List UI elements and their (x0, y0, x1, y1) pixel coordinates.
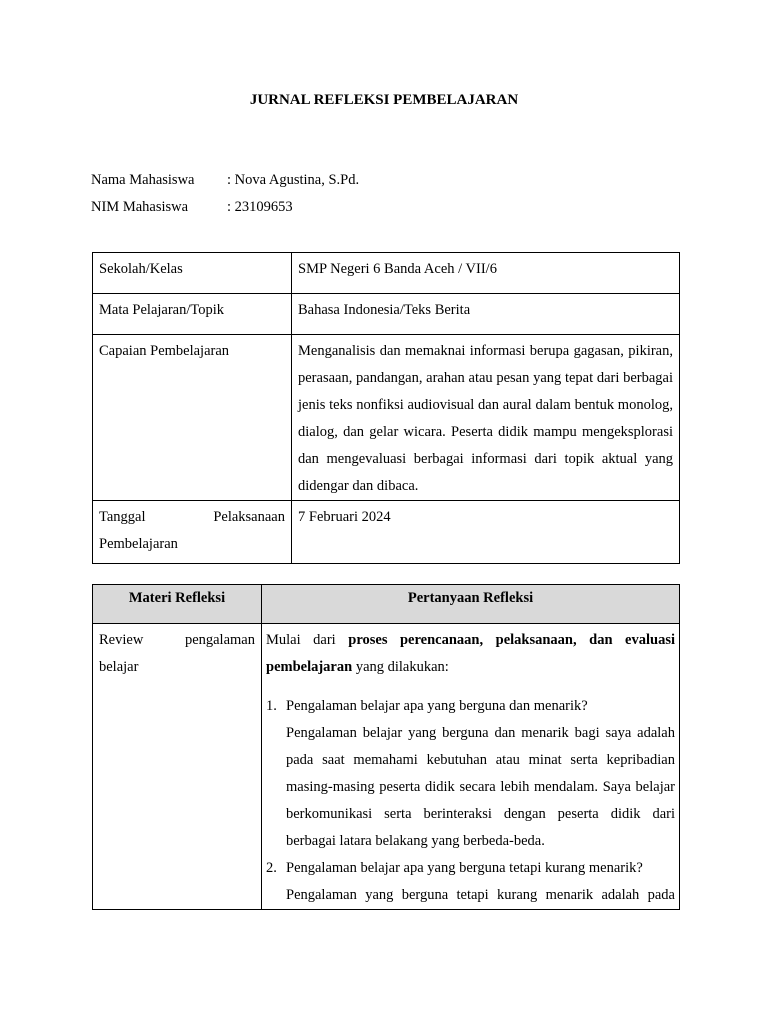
student-name-row (91, 172, 359, 189)
subject-value: Bahasa Indonesia/Teks Berita (292, 294, 680, 335)
table-row (93, 253, 680, 294)
answer-text: Pengalaman belajar yang berguna dan menarik bagi saya adalah pada saat memahami kebutuhan atau minat serta kepribadian masing-masing peserta didik secara lebih mendalam. Saya belajar berkomunikasi serta berinteraksi dengan peserta didik dari berbagai latara belakang yang berbeda-beda. (286, 725, 675, 849)
header-material: Materi Refleksi (93, 585, 262, 624)
header-question: Pertanyaan Refleksi (262, 585, 680, 624)
item-number: 2. (266, 860, 277, 876)
subject-label: Mata Pelajaran/Topik (93, 294, 292, 335)
date-label-word-2: Pelaksanaan (213, 509, 285, 525)
material-cell (93, 624, 262, 910)
intro-paragraph: Mulai dari proses perencanaan, pelaksanaan, dan evaluasi pembelajaran yang dilakukan: (266, 632, 676, 675)
date-label-word-3: Pembelajaran (99, 536, 178, 552)
school-value: SMP Negeri 6 Banda Aceh / VII/6 (292, 253, 680, 294)
question-cell (262, 624, 680, 910)
table-header-row (93, 585, 680, 624)
item-number: 1. (266, 698, 277, 714)
outcome-value: Menganalisis dan memaknai informasi berupa gagasan, pikiran, perasaan, pandangan, arahan atau pesan yang tepat dari berbagai jenis teks nonfiksi audiovisual dan aural dalam bentuk monolog, dialog, dan gelar wicara. Peserta didik mampu mengeksplorasi dan mengevaluasi berbagai informasi dari topik aktual yang didengar dan dibaca. (292, 335, 680, 501)
student-nim-value: : 23109653 (227, 199, 293, 215)
student-nim-label: NIM Mahasiswa (91, 199, 189, 215)
list-item (266, 855, 675, 909)
school-label: Sekolah/Kelas (93, 253, 292, 294)
table-row (93, 624, 680, 910)
student-name-value: : Nova Agustina, S.Pd. (227, 172, 360, 188)
table-row (93, 294, 680, 335)
answer-text: Pengalaman yang berguna tetapi kurang menarik adalah pada (286, 887, 675, 903)
student-nim-row (91, 199, 293, 216)
student-name-label: Nama Mahasiswa (91, 172, 195, 188)
question-text: Pengalaman belajar apa yang berguna tetapi kurang menarik? (286, 860, 643, 876)
page-title: JURNAL REFLEKSI PEMBELAJARAN (249, 92, 519, 108)
question-text: Pengalaman belajar apa yang berguna dan menarik? (286, 698, 588, 714)
date-label-word-1: Tanggal (99, 509, 146, 525)
table-row (93, 501, 680, 564)
question-list (266, 693, 675, 909)
reflection-table (92, 584, 680, 910)
material-word-1: Review (99, 632, 144, 648)
material-word-3: belajar (99, 659, 139, 675)
list-item (266, 693, 675, 855)
outcome-label: Capaian Pembelajaran (93, 335, 292, 501)
intro-bold: proses perencanaan, pelaksanaan, dan evaluasi pembelajaran (266, 632, 676, 675)
date-value: 7 Februari 2024 (292, 501, 680, 564)
material-word-2: pengalaman (184, 632, 255, 648)
info-table (92, 252, 680, 564)
date-label (93, 501, 292, 564)
table-row (93, 335, 680, 501)
